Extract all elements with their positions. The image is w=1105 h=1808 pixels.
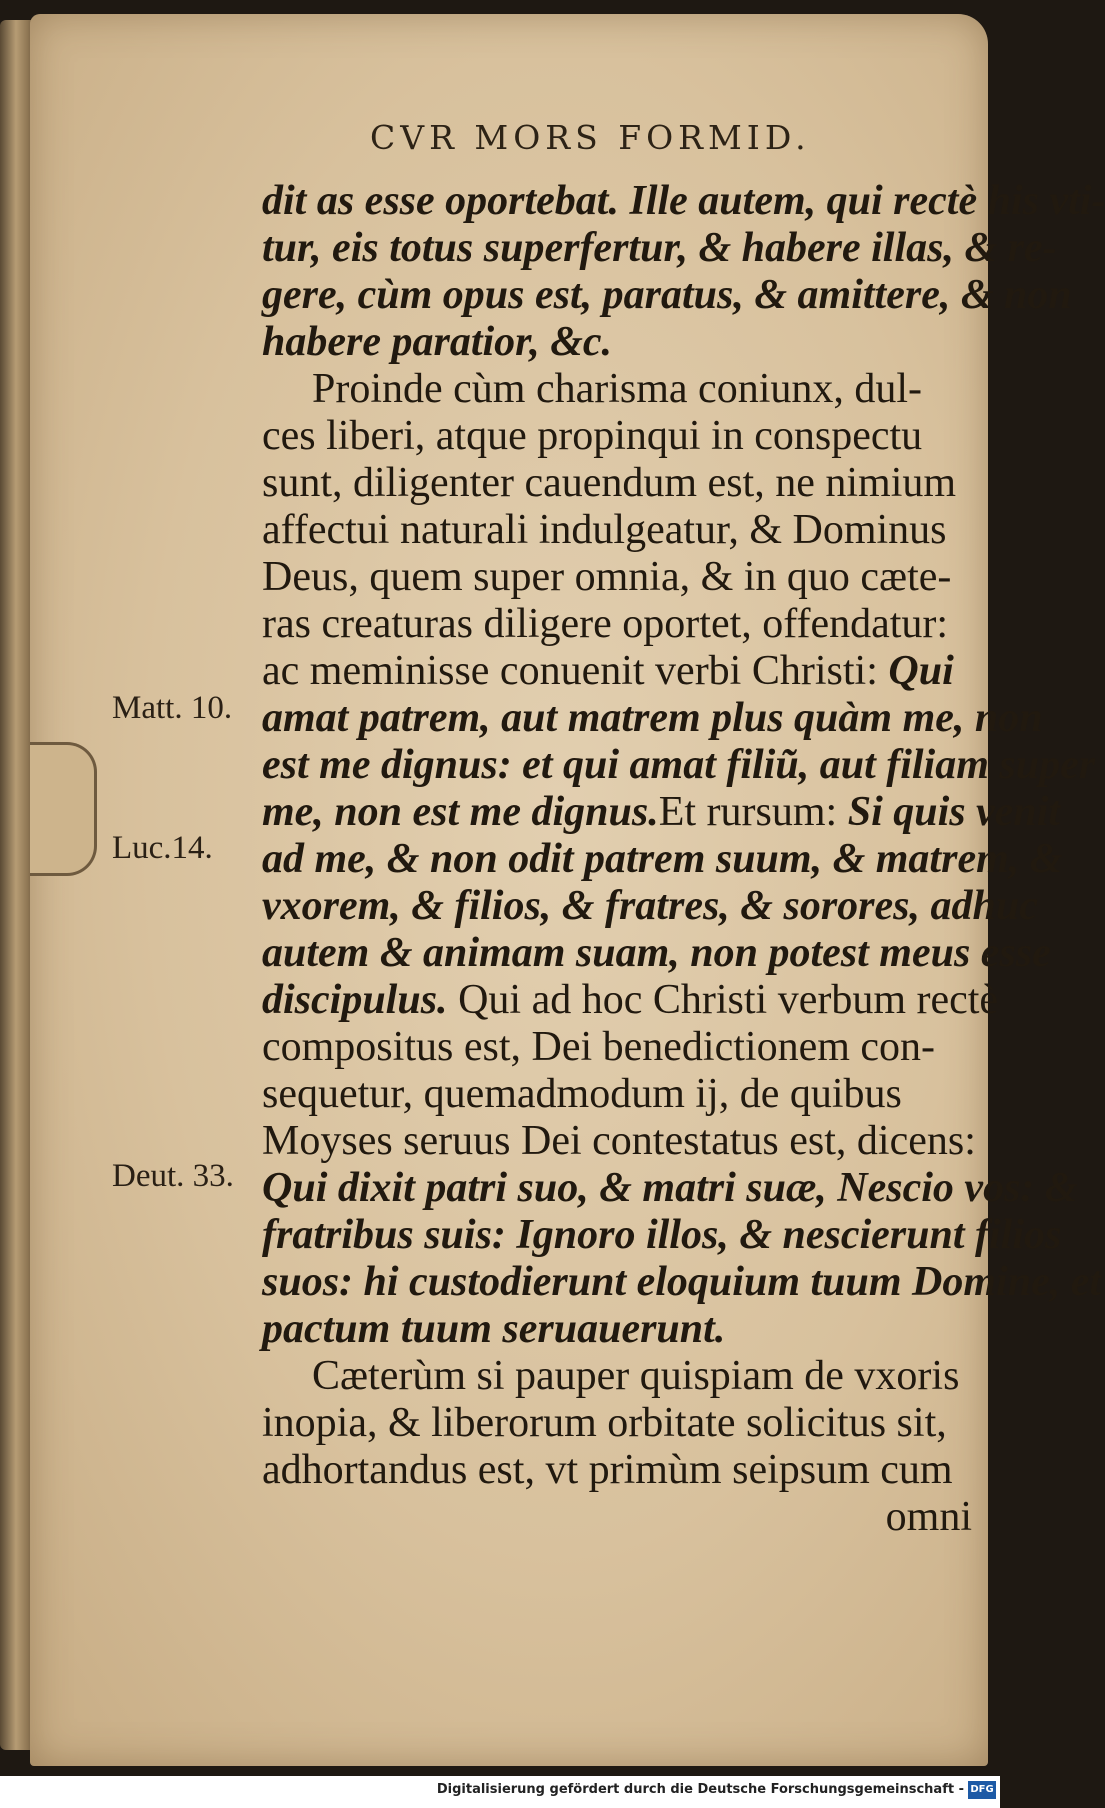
text-line: ac meminisse conuenit verbi Christi: Qui bbox=[262, 648, 954, 694]
text-line: Proinde cùm charisma coniunx, dul- bbox=[312, 366, 923, 412]
text-line: affectui naturali indulgeatur, & Dominus bbox=[262, 507, 947, 553]
text-line: ad me, & non odit patrem suum, & matrem, & bbox=[262, 836, 1063, 882]
text-line: sunt, diligenter cauendum est, ne nimium bbox=[262, 460, 957, 506]
text-line: habere paratior, &c. bbox=[262, 319, 613, 365]
dfg-logo: DFG bbox=[968, 1781, 996, 1799]
marginal-note: Deut. 33. bbox=[112, 1158, 234, 1194]
text-line: vxorem, & filios, & fratres, & sorores, adhuc bbox=[262, 883, 1038, 929]
text-line: tur, eis totus superfertur, & habere illas, & re- bbox=[262, 225, 1057, 271]
text-line: Moyses seruus Dei contestatus est, dicens: bbox=[262, 1118, 976, 1164]
text-line: inopia, & liberorum orbitate solicitus sit, bbox=[262, 1400, 947, 1446]
text-line: pactum tuum seruauerunt. bbox=[262, 1306, 726, 1352]
footer-credit: Digitalisierung gefördert durch die Deutsche Forschungsgemeinschaft - bbox=[436, 1782, 964, 1797]
text-line: Qui dixit patri suo, & matri suæ, Nescio vos: & bbox=[262, 1165, 1078, 1211]
text-line: autem & animam suam, non potest meus esse bbox=[262, 930, 1051, 976]
catchword: omni bbox=[885, 1494, 972, 1540]
page-tab bbox=[30, 742, 97, 876]
text-line: dit as esse oportebat. Ille autem, qui rectè his vti- bbox=[262, 178, 1105, 224]
text-line: discipulus. Qui ad hoc Christi verbum rectè bbox=[262, 977, 999, 1023]
text-line: adhortandus est, vt primùm seipsum cum bbox=[262, 1447, 953, 1493]
text-line: est me dignus: et qui amat filiũ, aut filiam super bbox=[262, 742, 1096, 788]
footer-bar bbox=[0, 1776, 1000, 1808]
text-line: me, non est me dignus.Et rursum: Si quis venit bbox=[262, 789, 1061, 835]
text-line: amat patrem, aut matrem plus quàm me, non bbox=[262, 695, 1043, 741]
text-line: sequetur, quemadmodum ij, de quibus bbox=[262, 1071, 902, 1117]
body-text bbox=[262, 178, 1105, 1541]
marginal-note: Matt. 10. bbox=[112, 690, 233, 726]
text-line: ras creaturas diligere oportet, offendatur: bbox=[262, 601, 949, 647]
text-line: compositus est, Dei benedictionem con- bbox=[262, 1024, 936, 1070]
marginal-note: Luc.14. bbox=[112, 830, 213, 866]
text-line: gere, cùm opus est, paratus, & amittere, & non bbox=[262, 272, 1072, 318]
text-line: ces liberi, atque propinqui in conspectu bbox=[262, 413, 923, 459]
text-line: Cæterùm si pauper quispiam de vxoris bbox=[312, 1353, 960, 1399]
running-head: CVR MORS FORMID. bbox=[370, 118, 811, 157]
text-line: suos: hi custodierunt eloquium tuum Domine, et bbox=[262, 1259, 1102, 1305]
text-line: Deus, quem super omnia, & in quo cæte- bbox=[262, 554, 952, 600]
text-line: fratribus suis: Ignoro illos, & nescierunt filios bbox=[262, 1212, 1062, 1258]
